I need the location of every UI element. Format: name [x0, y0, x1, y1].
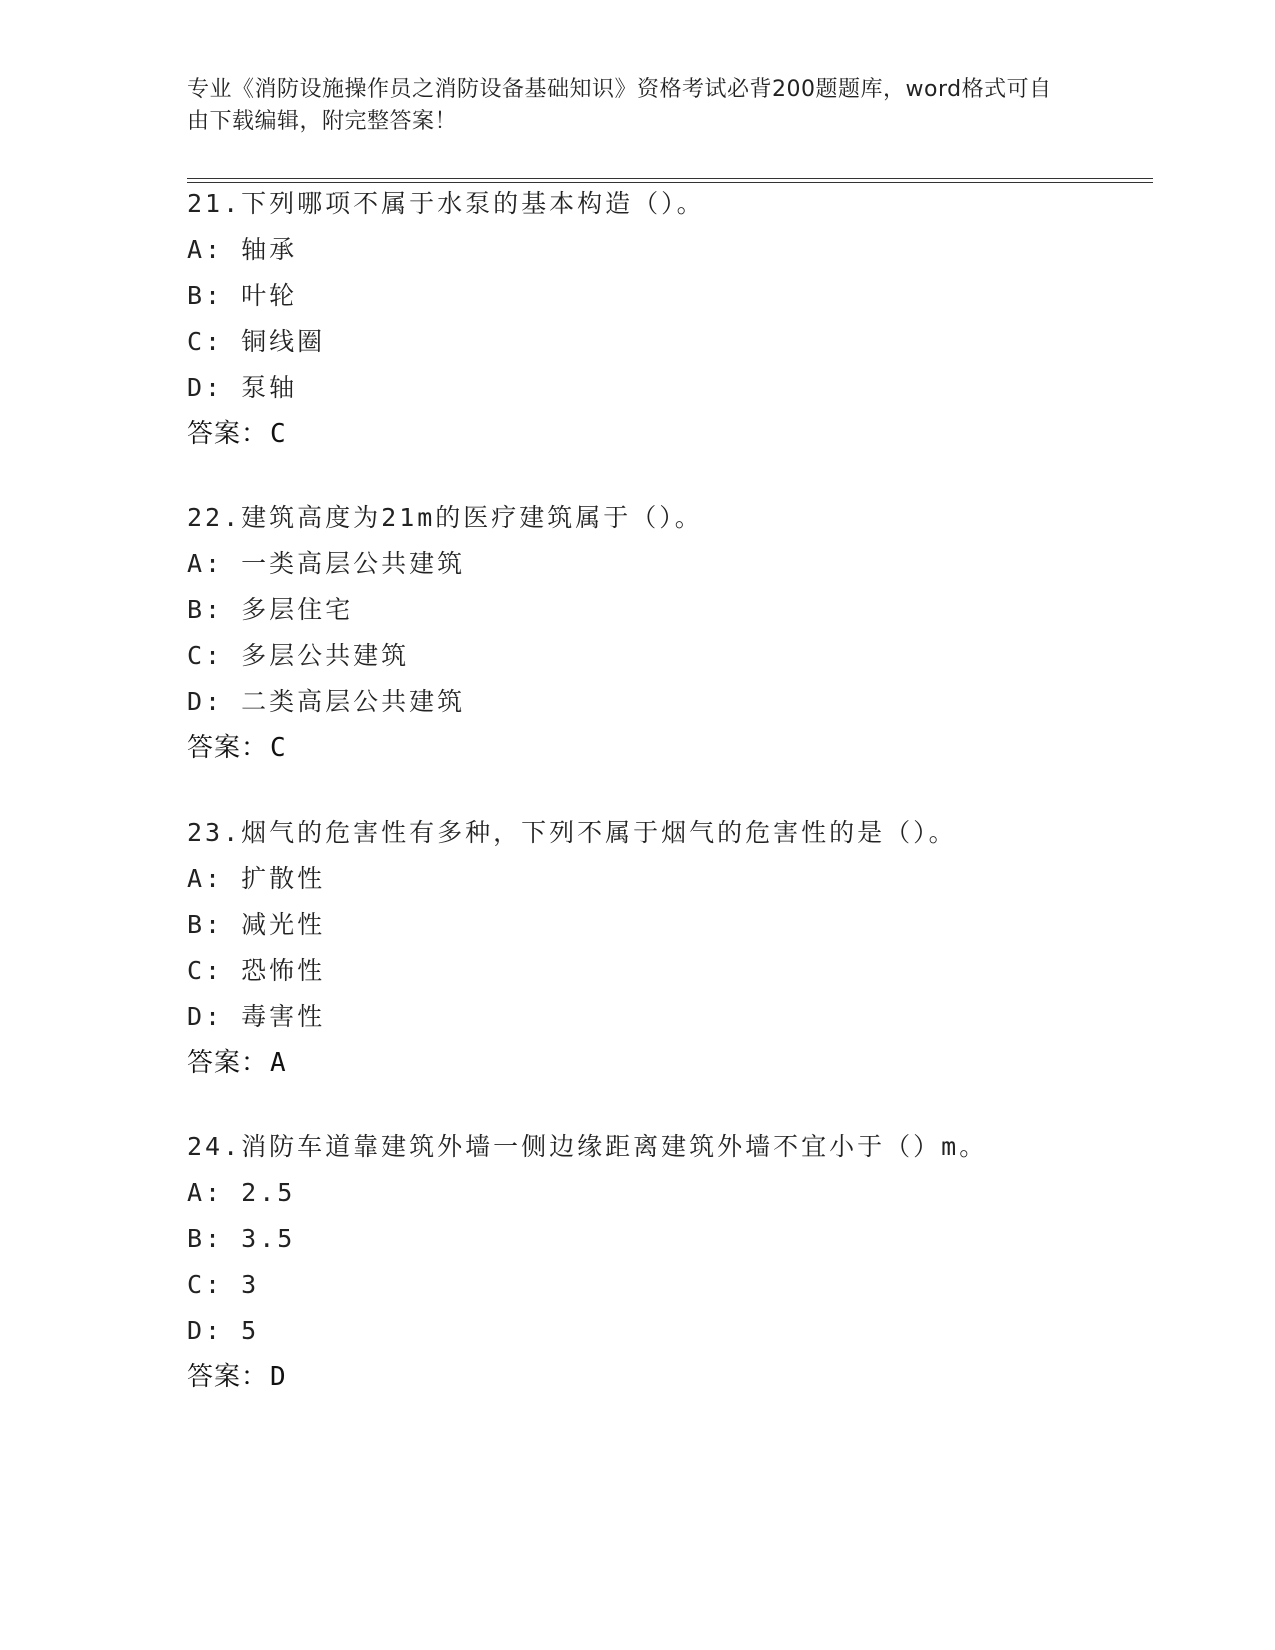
answer-label: 答案： — [187, 1048, 269, 1078]
question-24 — [187, 1124, 1147, 1400]
answer-label: 答案： — [187, 733, 269, 763]
answer-line — [187, 725, 1147, 771]
option-b: B: 多层住宅 — [187, 595, 354, 624]
option-c: C: 3 — [187, 1270, 260, 1299]
option-d: D: 二类高层公共建筑 — [187, 687, 466, 716]
option-c: C: 恐怖性 — [187, 956, 326, 985]
option-c: C: 铜线圈 — [187, 327, 326, 356]
question-title: 21.下列哪项不属于水泵的基本构造（）。 — [187, 189, 705, 218]
answer-value: A — [270, 1048, 286, 1078]
option-a: A: 扩散性 — [187, 864, 326, 893]
option-d: D: 5 — [187, 1316, 260, 1345]
question-23 — [187, 810, 1147, 1086]
answer-label: 答案： — [187, 1362, 269, 1392]
answer-line — [187, 1040, 1147, 1086]
document-header: 专业《消防设施操作员之消防设备基础知识》资格考试必背200题题库，word格式可自由下载编辑，附完整答案！ — [187, 77, 1052, 134]
question-21 — [187, 181, 1147, 457]
option-b: B: 减光性 — [187, 910, 326, 939]
option-b: B: 3.5 — [187, 1224, 296, 1253]
question-title: 22.建筑高度为21m的医疗建筑属于（）。 — [187, 503, 703, 532]
option-a: A: 一类高层公共建筑 — [187, 549, 466, 578]
answer-line — [187, 1354, 1147, 1400]
option-d: D: 毒害性 — [187, 1002, 326, 1031]
option-a: A: 2.5 — [187, 1178, 296, 1207]
answer-line — [187, 411, 1147, 457]
question-title: 23.烟气的危害性有多种，下列不属于烟气的危害性的是（）。 — [187, 818, 957, 847]
answer-label: 答案： — [187, 419, 269, 449]
question-22 — [187, 495, 1147, 771]
answer-value: C — [270, 419, 286, 449]
header-divider-top — [187, 178, 1153, 179]
option-b: B: 叶轮 — [187, 281, 298, 310]
answer-value: C — [270, 733, 286, 763]
answer-value: D — [270, 1362, 286, 1392]
option-a: A: 轴承 — [187, 235, 298, 264]
option-c: C: 多层公共建筑 — [187, 641, 410, 670]
option-d: D: 泵轴 — [187, 373, 298, 402]
question-title: 24.消防车道靠建筑外墙一侧边缘距离建筑外墙不宜小于（）m。 — [187, 1132, 988, 1161]
